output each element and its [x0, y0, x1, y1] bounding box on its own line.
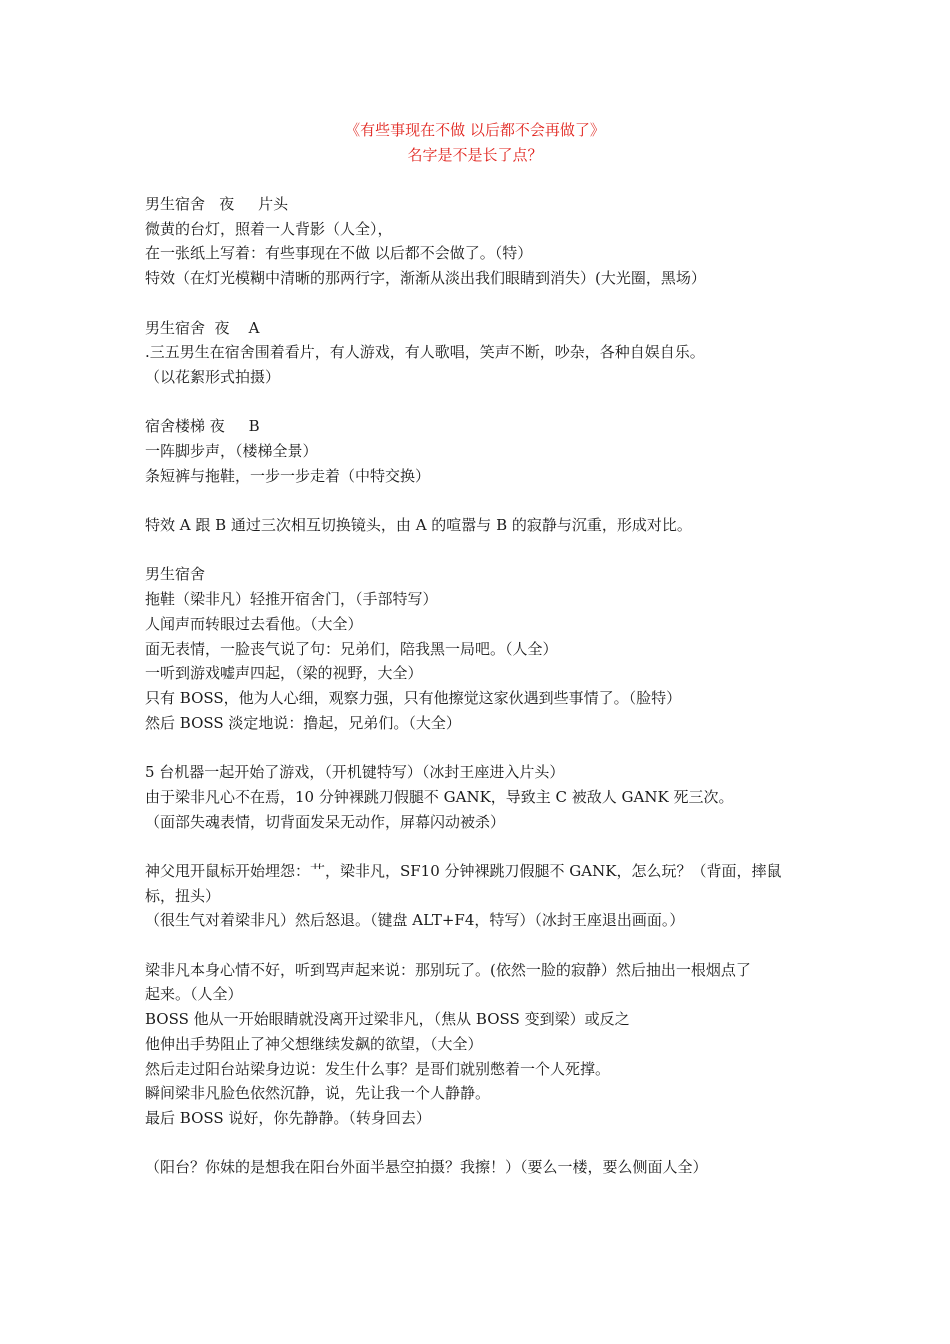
script-paragraph	[145, 958, 815, 1131]
script-line: 他伸出手势阻止了神父想继续发飙的欲望，（大全）	[145, 1034, 483, 1053]
script-line: .三五男生在宿舍围着看片，有人游戏，有人歌唱，笑声不断，吵杂，各种自娱自乐。	[145, 343, 705, 362]
script-line: （阳台？你妹的是想我在阳台外面半悬空拍摄？我擦！）（要么一楼，要么侧面人全）	[145, 1158, 708, 1177]
script-line: 男生宿舍 夜 片头	[145, 195, 289, 213]
script-paragraph	[145, 414, 815, 488]
script-line: 一阵脚步声，（楼梯全景）	[145, 442, 318, 460]
document-title: 《有些事现在不做 以后都不会再做了》	[345, 121, 605, 139]
script-paragraph	[145, 760, 815, 834]
script-line: 标，扭头）	[145, 886, 221, 905]
script-line: （很生气对着梁非凡）然后怒退。（键盘 ALT+F4，特写）（冰封王座退出画面。）	[145, 911, 685, 930]
script-line: （面部失魂表情，切背面发呆无动作，屏幕闪动被杀）	[145, 812, 506, 831]
script-line: 宿舍楼梯 夜 B	[145, 417, 260, 436]
script-paragraph	[145, 192, 815, 291]
script-line: （以花絮形式拍摄）	[145, 367, 281, 386]
script-line: 5 台机器一起开始了游戏，（开机键特写）（冰封王座进入片头）	[145, 763, 565, 782]
script-line: 人闻声而转眼过去看他。（大全）	[145, 614, 363, 633]
script-line: 拖鞋（梁非凡）轻推开宿舍门，（手部特写）	[145, 590, 438, 609]
script-line: 起来。（人全）	[145, 985, 243, 1004]
script-line: 特效（在灯光模糊中清晰的那两行字，渐渐从淡出我们眼睛到消失）(大光圈，黑场）	[145, 269, 706, 288]
script-line: 特效 A 跟 B 通过三次相互切换镜头，由 A 的喧嚣与 B 的寂静与沉重，形成对比。	[145, 516, 692, 535]
script-line: 微黄的台灯，照着一人背影（人全），	[145, 219, 393, 238]
script-line: 只有 BOSS，他为人心细，观察力强，只有他擦觉这家伙遇到些事情了。（脸特）	[145, 689, 682, 707]
script-line: 男生宿舍	[145, 565, 206, 584]
document-subtitle: 名字是不是长了点？	[407, 146, 543, 164]
script-line: 一听到游戏嘘声四起，（梁的视野，大全）	[145, 664, 423, 683]
script-paragraph	[145, 562, 815, 735]
script-line: 瞬间梁非凡脸色依然沉静，说，先让我一个人静静。	[145, 1084, 491, 1103]
script-paragraph	[145, 859, 815, 933]
script-line: 然后走过阳台站梁身边说：发生什么事？是哥们就别憋着一个人死撑。	[145, 1059, 611, 1078]
script-line: 男生宿舍 夜 A	[145, 318, 260, 337]
script-line: 梁非凡本身心情不好，听到骂声起来说：那别玩了。(依然一脸的寂静）然后抽出一根烟点了	[145, 960, 751, 979]
script-line: 面无表情，一脸丧气说了句：兄弟们，陪我黑一局吧。（人全）	[145, 639, 558, 658]
script-line: 然后 BOSS 淡定地说：撸起，兄弟们。（大全）	[145, 713, 461, 732]
title-block	[0, 118, 950, 168]
script-body	[145, 192, 815, 1180]
script-line: 神父甩开鼠标开始埋怨：艹，梁非凡，SF10 分钟裸跳刀假腿不 GANK，怎么玩？（背面，摔鼠	[145, 861, 782, 880]
script-paragraph	[145, 1155, 815, 1180]
script-paragraph	[145, 513, 815, 538]
script-line: 在一张纸上写着：有些事现在不做 以后都不会做了。（特）	[145, 244, 533, 263]
script-line: BOSS 他从一开始眼睛就没离开过梁非凡，（焦从 BOSS 变到梁）或反之	[145, 1010, 630, 1029]
script-line: 由于梁非凡心不在焉，10 分钟裸跳刀假腿不 GANK，导致主 C 被敌人 GANK 死三次。	[145, 787, 734, 806]
script-line: 最后 BOSS 说好，你先静静。（转身回去）	[145, 1108, 431, 1127]
script-paragraph	[145, 316, 815, 390]
script-line: 条短裤与拖鞋，一步一步走着（中特交换）	[145, 466, 431, 485]
